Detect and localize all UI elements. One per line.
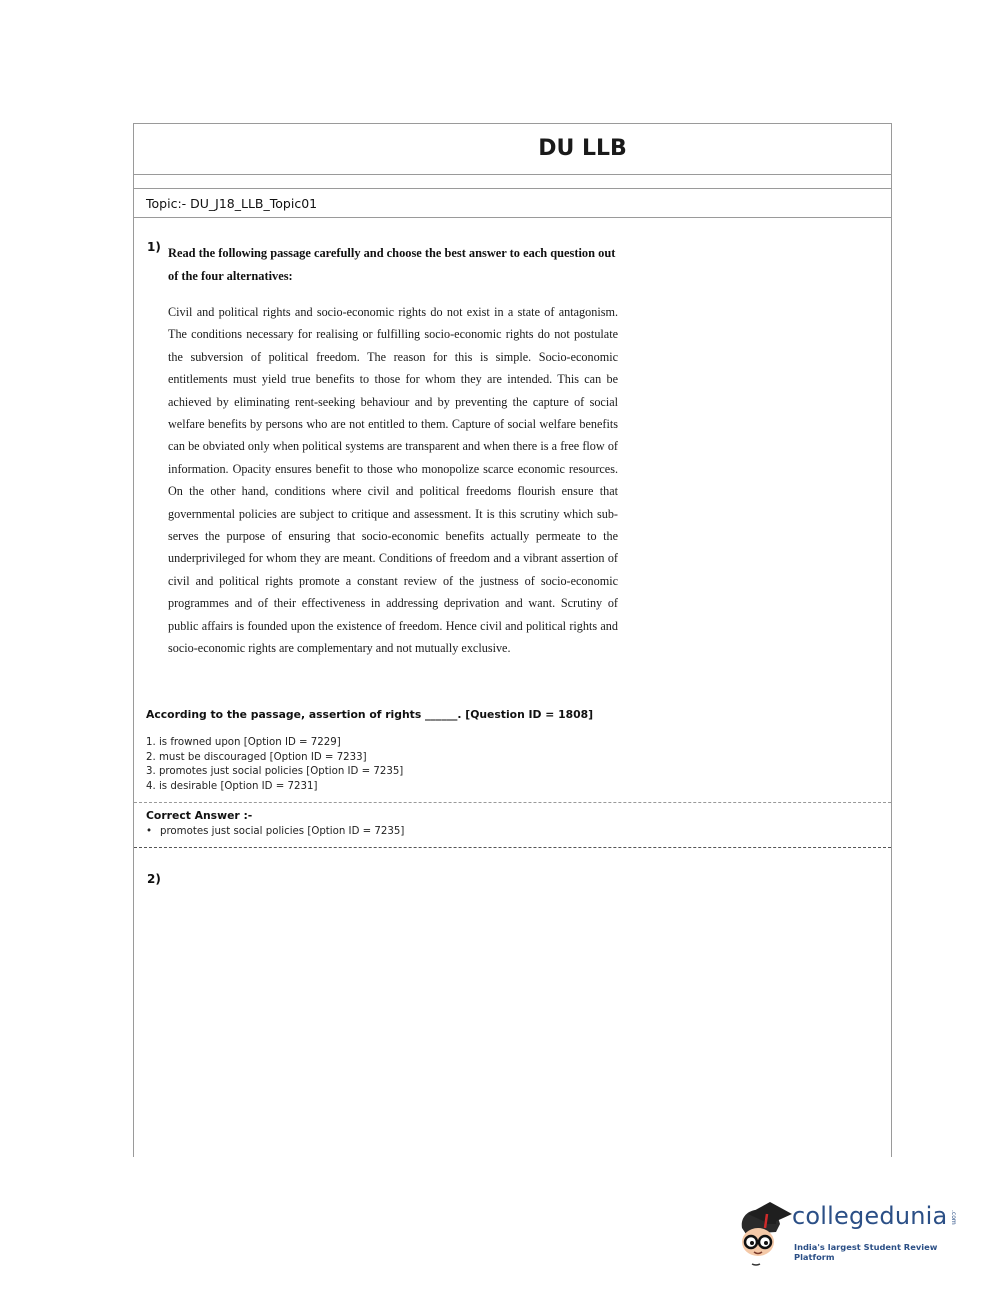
question-number: 2) <box>147 872 161 886</box>
divider <box>134 188 891 189</box>
correct-answer-label: Correct Answer :- <box>146 809 253 822</box>
dashed-divider <box>134 802 891 803</box>
logo-domain: .com <box>950 1210 957 1225</box>
page-title: DU LLB <box>538 136 627 161</box>
correct-answer-text: promotes just social policies [Option ID = 7235] <box>160 826 405 837</box>
option-item: 1. is frowned upon [Option ID = 7229] <box>146 737 341 748</box>
logo-wordmark: collegedunia <box>792 1202 948 1230</box>
topic-label: Topic:- DU_J18_LLB_Topic01 <box>146 196 318 211</box>
bullet: • <box>146 826 153 837</box>
question-text: According to the passage, assertion of rights ______. [Question ID = 1808] <box>146 708 594 721</box>
option-item: 3. promotes just social policies [Option ID = 7235] <box>146 766 404 778</box>
options-list <box>146 736 403 794</box>
correct-answer <box>146 826 404 837</box>
question-instruction: Read the following passage carefully and choose the best answer to each question out of the four alternatives: <box>168 246 616 283</box>
question-paper-frame <box>133 123 892 1157</box>
reading-passage: Civil and political rights and socio-economic rights do not exist in a state of antagonism. The conditions necessary for realising or fulfilling socio-economic rights do not postulate the subversion of political freedom. The reason for this is simple. Socio-economic entitlements must yield true benefits to those for whom they are intended. This can be achieved by eliminating rent-seeking behaviour and by preventing the capture of social welfare benefits by persons who are not entitled to them. Capture of social welfare benefits can be obviated only when political systems are transparent and when there is a free flow of information. Opacity ensures benefit to those who monopolize scarce economic resources. On the other hand, conditions where civil and political freedoms flourish ensure that governmental policies are subject to critique and assessment. It is this scrutiny which sub-serves the purpose of ensuring that socio-economic benefits actually permeate to the underprivileged for whom they are meant. Conditions of freedom and a vibrant assertion of civil and political rights promote a constant review of the justness of socio-economic programmes and of their effectiveness in addressing deprivation and want. Scrutiny of public affairs is founded upon the existence of freedom. Hence civil and political rights and socio-economic rights are complementary and not mutually exclusive. <box>168 305 618 656</box>
mascot-icon <box>734 1198 794 1268</box>
question-number: 1) <box>147 240 161 254</box>
logo-tagline: India's largest Student Review Platform <box>794 1242 938 1262</box>
divider <box>134 174 891 175</box>
option-item: 4. is desirable [Option ID = 7231] <box>146 780 318 792</box>
option-item: 2. must be discouraged [Option ID = 7233] <box>146 751 367 763</box>
collegedunia-logo <box>734 1198 964 1268</box>
dashed-divider <box>134 847 891 848</box>
divider <box>134 217 891 218</box>
